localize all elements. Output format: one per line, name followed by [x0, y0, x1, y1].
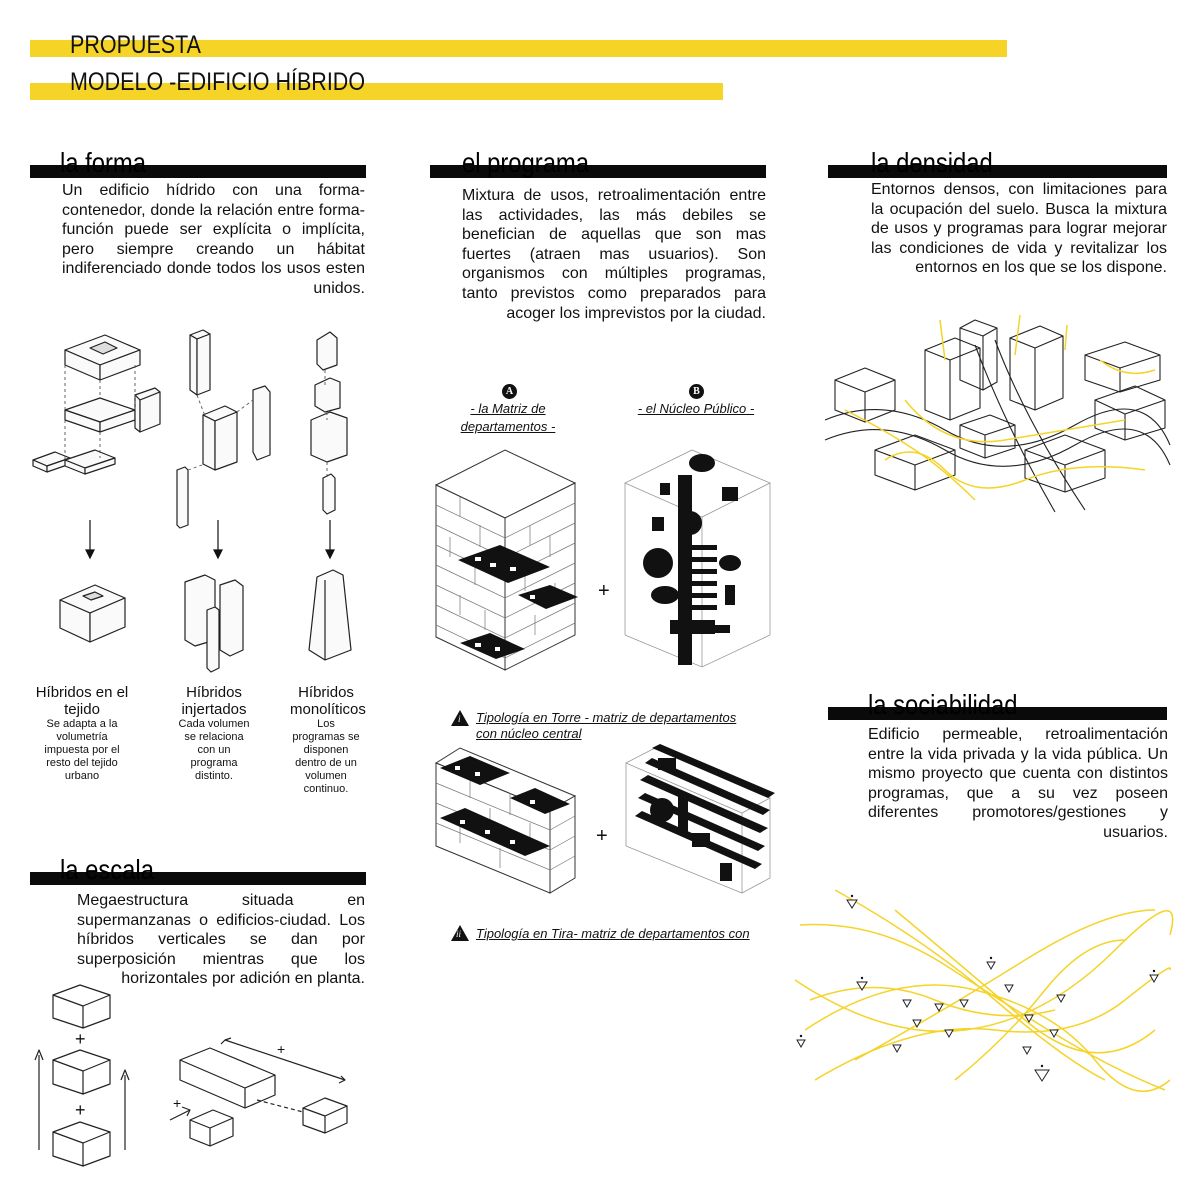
badge-i-label: i [458, 714, 461, 724]
monolitico-exploded-block [311, 332, 347, 514]
injertados-result-block [185, 575, 243, 672]
horizontal-addition-volumes [170, 1038, 347, 1146]
forma-exploded-diagram [25, 320, 385, 680]
badge-a: A [502, 384, 517, 399]
hybrid-type-tejido [30, 684, 134, 783]
hybrid-type-desc: Cada volumen se relaciona con un programa distinto. [178, 718, 250, 782]
label-nucleo: - el Núcleo Público - [637, 401, 755, 416]
sociabilidad-text: Edificio permeable, retroalimentación entre la vida privada y la vida pública. Un mismo proyecto que cuenta con distintos programas, que a su vez poseen diferentes promotores/gestiones y usuarios. [868, 726, 1168, 841]
forma-text: Un edificio hídrido con una forma-contenedor, donde la relación entre forma-función puede ser explícita o implícita, pero siempre creando un hábitat indiferenciado donde todos los usos esten unidos. [62, 182, 365, 297]
densidad-text: Entornos densos, con limitaciones para la ocupación del suelo. Busca la mixtura de usos y programas para lograr mejorar las condiciones de vida y revitalizar los entornos en los que se los dispone. [871, 181, 1167, 277]
injertados-exploded-block [177, 330, 270, 528]
escala-title: la escala [60, 854, 154, 885]
header-title-line1: PROPUESTA [70, 31, 202, 59]
escala-text: Megaestructura situada en supermanzanas o edificios-ciudad. Los híbridos verticales se dan por superposición mientras que los horizontales por adición en planta. [77, 892, 365, 988]
public-nucleus-core [643, 454, 741, 665]
plus-sign-tira: + [596, 825, 608, 847]
programa-title: el programa [462, 147, 589, 178]
escala-sketch [25, 980, 370, 1165]
torre-typology-diagram [430, 445, 790, 675]
badge-i [451, 710, 469, 726]
tira-public-core [635, 744, 775, 881]
sociabilidad-title: la sociabilidad [868, 689, 1018, 720]
sociabilidad-flow-sketch [795, 880, 1175, 1110]
plus-sign-escala-3: + [277, 1041, 286, 1057]
hybrid-type-title: Híbridos monolíticos [290, 684, 366, 718]
header-title-line2: MODELO -EDIFICIO HÍBRIDO [70, 68, 366, 96]
hybrid-type-desc: Se adapta a la volumetría impuesta por el resto del tejido urbano [44, 718, 120, 782]
plus-sign-escala-2: + [75, 1100, 86, 1120]
caption-torre-line2: con núcleo central [476, 726, 582, 741]
caption-torre-line1: Tipología en Torre - matriz de departamentos [476, 710, 737, 725]
hybrid-type-title: Híbridos injertados [181, 684, 247, 718]
hybrid-type-monoliticos [274, 684, 378, 796]
densidad-urban-sketch [825, 300, 1170, 515]
badge-ii [451, 925, 469, 941]
densidad-yellow-flows [845, 315, 1155, 500]
plus-sign-torre: + [598, 580, 610, 602]
programa-text: Mixtura de usos, retroalimentación entre las actividades, las más debiles se benefician de aquellas que son mas fuertes (atraen mas usuarios). Son organismos con múltiples programas, tanto previstos como preparados para acoger los imprevistos por la ciudad. [462, 187, 766, 322]
hybrid-type-title: Híbridos en el tejido [35, 684, 129, 718]
plus-sign-escala-4: + [173, 1095, 182, 1111]
tejido-result-block [60, 585, 125, 642]
sociabilidad-yellow-flows [795, 890, 1173, 1091]
hybrid-type-injertados [162, 684, 266, 783]
hybrid-type-desc: Los programas se disponen dentro de un volumen continuo. [292, 718, 360, 795]
monolitico-result-block [309, 570, 351, 660]
badge-b: B [689, 384, 704, 399]
badge-ii-label: ii [456, 929, 462, 939]
tejido-exploded-block [33, 335, 160, 474]
caption-tira: Tipología en Tira- matriz de departamentos con [476, 926, 750, 941]
plus-sign-escala-1: + [75, 1029, 86, 1049]
vertical-stack-volumes [35, 985, 129, 1166]
label-matriz: - la Matriz de departamentos - [460, 401, 556, 434]
densidad-title: la densidad [871, 147, 993, 178]
forma-title: la forma [60, 147, 146, 178]
tira-typology-diagram [430, 738, 790, 898]
